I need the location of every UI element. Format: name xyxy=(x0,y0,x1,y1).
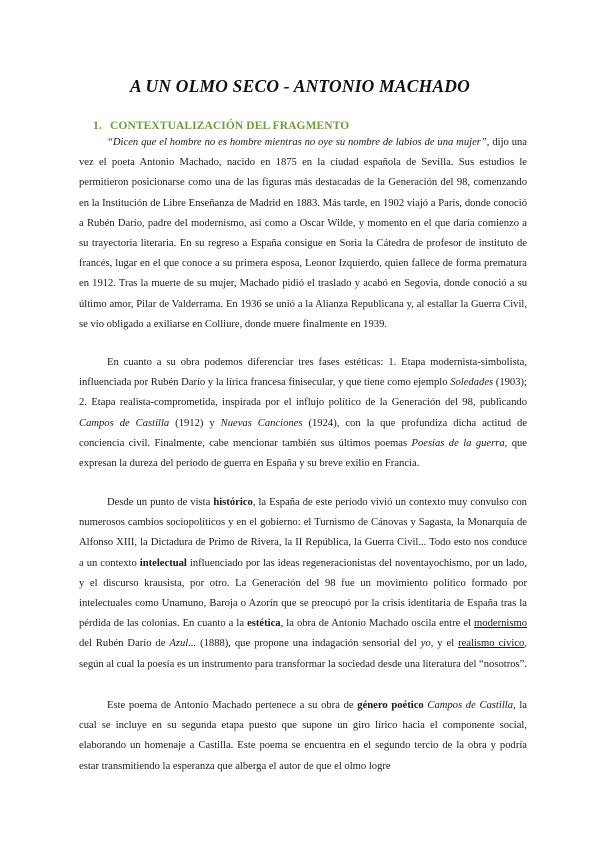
work-title: Campos de Castilla xyxy=(427,700,513,711)
italic-yo: yo xyxy=(420,638,431,650)
paragraph-context xyxy=(79,493,527,675)
keyword-historico: histórico xyxy=(213,497,253,508)
underlined-modernismo: modernismo xyxy=(474,618,527,630)
section-label: CONTEXTUALIZACIÓN DEL FRAGMENTO xyxy=(110,120,350,132)
section-number: 1. xyxy=(93,120,102,132)
keyword-estetica: estética xyxy=(247,618,281,630)
paragraph-text: En cuanto a su obra podemos diferenciar tres fases estéticas: 1. Etapa modernista-simbolista, influenciada por Rubén Darío y la lírica francesa finisecular, y que tiene como ejemplo xyxy=(79,357,527,389)
paragraph-text: Desde un punto de vista xyxy=(107,497,214,508)
paragraph-biography xyxy=(79,133,527,335)
paragraph-text: (1912) y xyxy=(169,417,221,429)
underlined-realismo: realismo cívico xyxy=(458,638,525,650)
document-title: A UN OLMO SECO - ANTONIO MACHADO xyxy=(130,76,470,96)
paragraph-text: , la España de este período vivió un contexto muy convulso con numerosos cambios sociopolíticos y en el gobierno: el Turnismo de Cánovas y Sagasta, la Monarquía de Alfonso XIII, la Dictadura de Primo de Rivera, la II República, la Guerra Civil... Todo esto nos conduce a un contexto xyxy=(79,497,527,569)
paragraph-text: , según al cual la poesía es un instrumento para transformar la sociedad desde una literatura del “nosotros”. xyxy=(79,638,528,670)
paragraph-text: , dijo una vez el poeta Antonio Machado, nacido en 1875 en la ciudad española de Sevilla. Sus estudios le permitieron posicionarse como una de las figuras más destacadas de la Generación del 98, comenzando en la Institución de Libre Enseñanza de Madrid en 1883. Más tarde, en 1902 viajó a París, donde conoció a Rubén Darío, padre del modernismo, así como a Oscar Wilde, y momento en el que daría comienzo a su trayectoria literaria. En su regreso a España consigue en Soria la Cátedra de profesor de instituto de francés, lugar en el que conoce a su primera esposa, Leonor Izquierdo, quien fallece de forma prematura en 1912. Tras la muerte de su mujer, Machado pidió el traslado y acabó en Segovia, donde conoció a su último amor, Pilar de Valderrama. En 1936 se unió a la Alianza Republicana y, al estallar la Guerra Civil, se vio obligado a exiliarse en Colliure, donde muere finalmente en 1939. xyxy=(79,137,527,330)
work-title: Nuevas Canciones xyxy=(220,417,303,429)
section-heading xyxy=(93,120,349,132)
opening-quote: “Dicen que el hombre no es hombre mientras no oye su nombre de labios de una mujer” xyxy=(107,137,487,148)
paragraph-text: del Rubén Darío de xyxy=(79,638,170,650)
paragraph-text: , y el xyxy=(430,638,459,650)
paragraph-text: influenciado por las ideas regeneracionistas del noventayochismo, por un lado, y el discurso krausista, por otro. La Generación del 98 fue un movimiento político formado por intelectuales como Unamuno, Baroja o Azorín que se preocupó por la crisis identitaria de España tras la pérdida de las colonias. En cuanto a la xyxy=(79,557,527,630)
keyword-intelectual: intelectual xyxy=(139,557,187,569)
keyword-genero: género poético xyxy=(357,700,424,711)
work-title: Soledades xyxy=(450,377,494,389)
paragraph-text: (1924), con la que profundiza dicha actitud de conciencia civil. Finalmente, cabe mencionar también sus últimos poemas xyxy=(79,417,527,449)
paragraph-text: (1903); 2. Etapa realista-comprometida, inspirada por el influjo político de la Generación del 98, publicando xyxy=(79,377,527,409)
work-title: Poesías de la guerra xyxy=(411,437,505,449)
work-title: Campos de Castilla xyxy=(79,417,170,429)
paragraph-text: (1888), que propone una indagación sensorial del xyxy=(196,638,421,650)
paragraph-text: , la cual se incluye en su segunda etapa puesto que supone un giro lírico hacia el componente social, elaborando un homenaje a Castilla. Este poema se encuentra en el segundo tercio de la obra y podría estar transmitiendo la esperanza que alberga el autor de que el olmo logre xyxy=(79,700,527,772)
paragraph-text: , que expresan la dureza del período de guerra en España y su breve exilio en Francia. xyxy=(79,437,528,470)
paragraph-text: Este poema de Antonio Machado pertenece a su obra de xyxy=(107,700,358,711)
paragraph-works xyxy=(79,353,527,474)
paragraph-text: , la obra de Antonio Machado oscila entre el xyxy=(280,618,475,630)
work-title: Azul... xyxy=(169,638,197,650)
paragraph-poem xyxy=(79,696,527,777)
